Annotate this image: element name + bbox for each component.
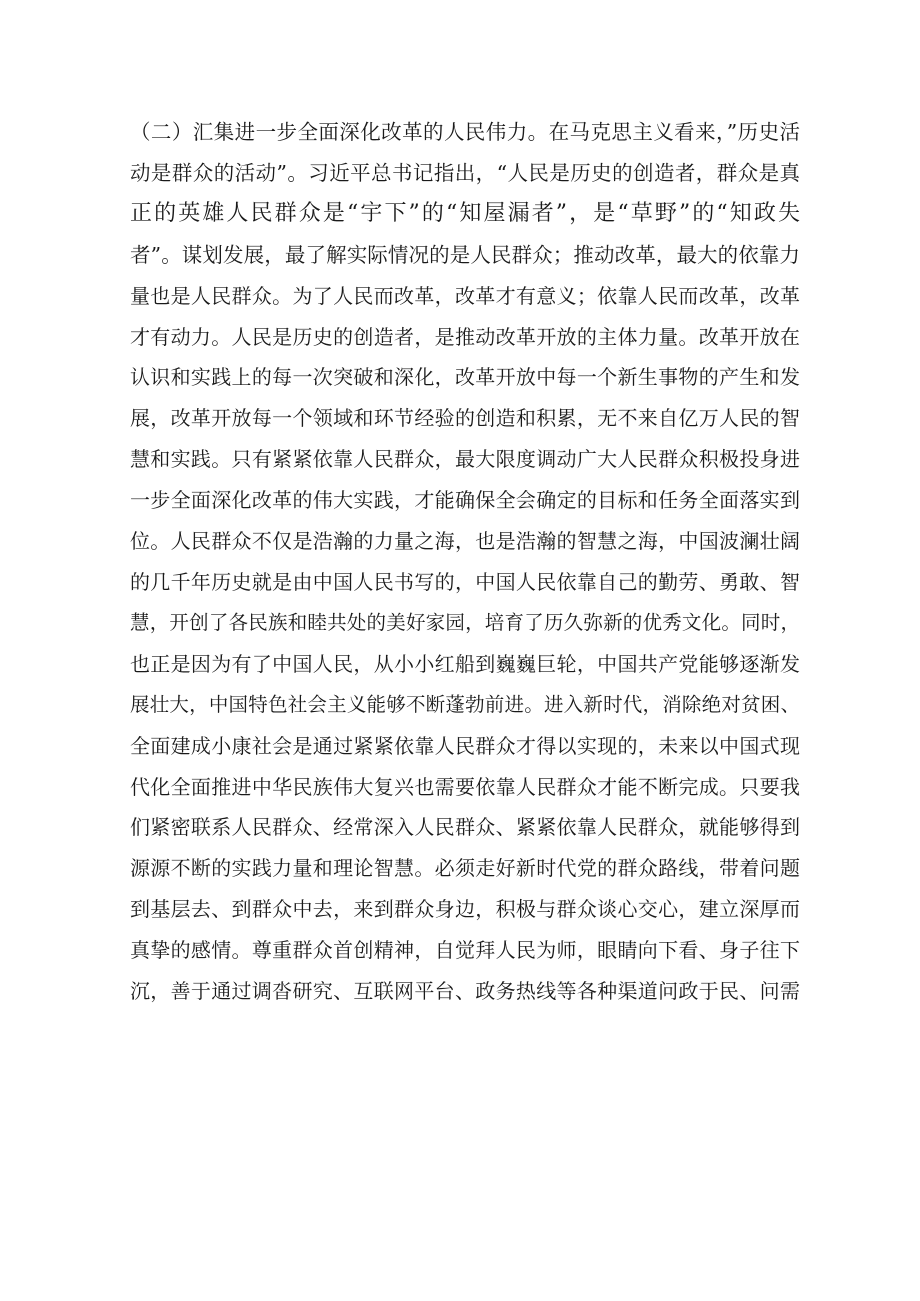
paragraph-line: 位。人民群众不仅是浩瀚的力量之海，也是浩瀚的智慧之海，中国波澜壮阔 xyxy=(130,529,800,554)
paragraph-line: 也正是因为有了中国人民，从小小红船到巍巍巨轮，中国共产党能够逐渐发 xyxy=(130,651,800,676)
paragraph-line: 源源不断的实践力量和理论智慧。必须走好新时代党的群众路线，带着问题 xyxy=(130,856,800,881)
paragraph-line: 者”。谋划发展，最了解实际情况的是人民群众；推动改革，最大的依靠力 xyxy=(130,242,800,267)
paragraph-line: 沉，善于通过调沓研究、互联网平台、政务热线等各种渠道问政于民、问需 xyxy=(130,979,800,1004)
paragraph-line: 认识和实践上的每一次突破和深化，改革开放中每一个新生事物的产生和发 xyxy=(130,365,800,390)
paragraph-line: 的几千年历史就是由中国人民书写的，中国人民依靠自己的勤劳、勇敢、智 xyxy=(130,569,800,594)
paragraph-line: 展，改革开放每一个领域和环节经验的创造和积累，无不来自亿万人民的智 xyxy=(130,406,800,431)
paragraph-line: 们紧密联系人民群众、经常深入人民群众、紧紧依靠人民群众，就能够得到 xyxy=(130,815,800,840)
paragraph-line: 一步全面深化改革的伟大实践，才能确保全会确定的目标和任务全面落实到 xyxy=(130,488,800,513)
paragraph-line: 才有动力。人民是历史的创造者，是推动改革开放的主体力量。改革开放在 xyxy=(130,324,800,349)
paragraph-line: 正的英雄人民群众是“宇下”的“知屋漏者”，是“草野”的“知政失 xyxy=(130,200,800,226)
paragraph-line: 量也是人民群众。为了人民而改革，改革才有意义；依靠人民而改革，改革 xyxy=(130,283,800,308)
paragraph-line: （二）汇集进一步全面深化改革的人民伟力。在马克思主义看来，”历史活 xyxy=(130,120,800,144)
paragraph-line: 真挚的感情。尊重群众首创精神，自觉拜人民为师，眼睛向下看、身子往下 xyxy=(130,938,800,963)
paragraph-line: 到基层去、到群众中去，来到群众身边，积极与群众谈心交心，建立深厚而 xyxy=(130,897,800,922)
body-paragraph xyxy=(130,112,800,1012)
paragraph-line: 展壮大，中国特色社会主义能够不断蓬勃前进。进入新时代，消除绝对贫困、 xyxy=(130,692,800,716)
paragraph-line: 动是群众的活动”。习近平总书记指出，“人民是历史的创造者，群众是真 xyxy=(130,160,800,185)
paragraph-line: 代化全面推进中华民族伟大复兴也需要依靠人民群众才能不断完成。只要我 xyxy=(130,774,800,799)
paragraph-line: 慧和实践。只有紧紧依靠人民群众，最大限度调动广大人民群众积极投身进 xyxy=(130,447,800,472)
paragraph-line: 慧，开创了各民族和睦共处的美好家园，培育了历久弥新的优秀文化。同时， xyxy=(130,610,800,634)
paragraph-line: 全面建成小康社会是通过紧紧依靠人民群众才得以实现的，未来以中国式现 xyxy=(130,733,800,758)
